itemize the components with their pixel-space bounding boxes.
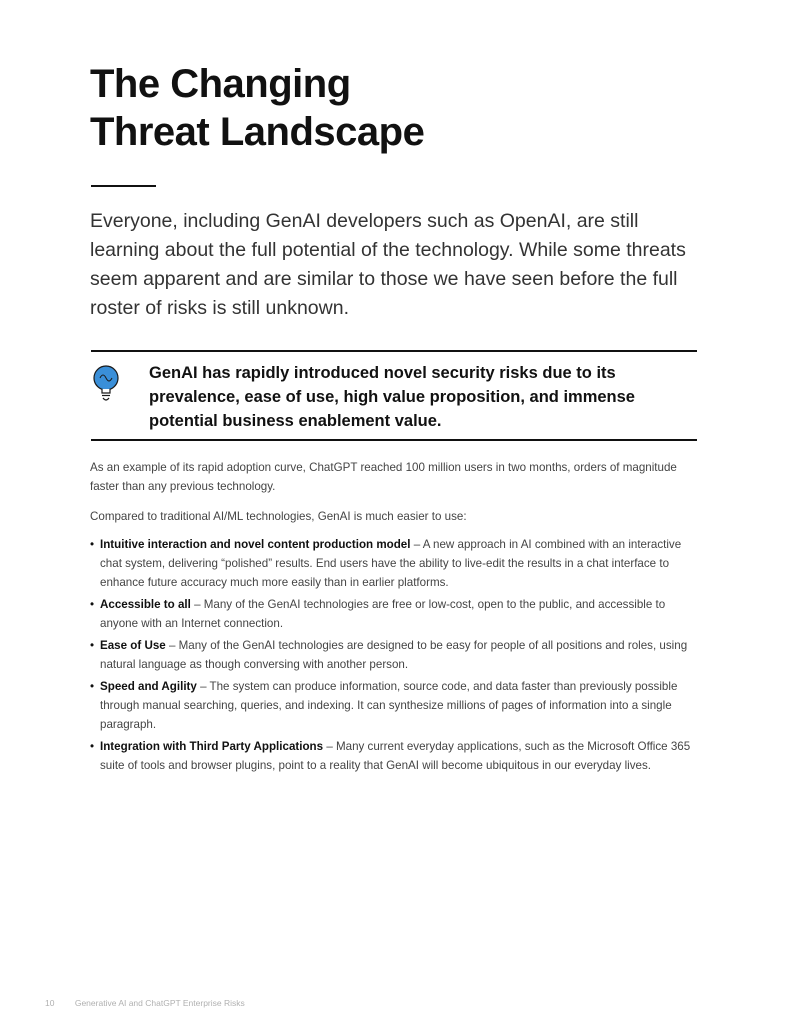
- list-item-text: – Many of the GenAI technologies are free or low-cost, open to the public, and accessible to anyone with an Internet connection.: [100, 598, 666, 630]
- footer-doc-title: Generative AI and ChatGPT Enterprise Risks: [74, 998, 245, 1008]
- bullet-icon: •: [90, 538, 95, 551]
- benefits-list: [90, 535, 702, 778]
- lead-paragraph: Everyone, including GenAI developers such as OpenAI, are still learning about the full potential of the technology. While some threats seem apparent and are similar to those we have seen before the full roster of risks is still unknown.: [90, 210, 686, 319]
- list-item-term: Intuitive interaction and novel content production model: [100, 538, 411, 551]
- list-item: [90, 636, 702, 674]
- page-title: [90, 60, 710, 156]
- list-item: [90, 595, 702, 633]
- list-item-text: – Many current everyday applications, such as the Microsoft Office 365 suite of tools and browser plugins, point to a reality that GenAI will become ubiquitous in our everyday lives.: [100, 740, 691, 772]
- list-item-term: Ease of Use: [100, 639, 166, 652]
- bullet-icon: •: [90, 639, 95, 652]
- list-item-term: Accessible to all: [100, 598, 191, 611]
- list-item-text: – Many of the GenAI technologies are designed to be easy for people of all positions and roles, using natural language as though conversing with another person.: [100, 639, 688, 671]
- page-footer: [45, 998, 245, 1008]
- title-underline: [91, 185, 156, 187]
- list-item: [90, 535, 702, 592]
- list-item-text: – The system can produce information, source code, and data faster than previously possible through manual searching, queries, and indexing. It can synthesize millions of pages of information into a single paragraph.: [100, 680, 678, 731]
- list-item-term: Integration with Third Party Applications: [100, 740, 324, 753]
- body-paragraph: As an example of its rapid adoption curve, ChatGPT reached 100 million users in two months, orders of magnitude faster than any previous technology.: [90, 461, 677, 493]
- lightbulb-icon: [91, 362, 125, 408]
- body-paragraph: Compared to traditional AI/ML technologies, GenAI is much easier to use:: [90, 510, 467, 523]
- callout-box: [91, 350, 697, 441]
- page-number: 10: [45, 998, 55, 1008]
- page-title-line-1: The Changing: [90, 62, 351, 106]
- bullet-icon: •: [90, 740, 95, 753]
- page-title-line-2: Threat Landscape: [90, 110, 425, 154]
- callout-text: GenAI has rapidly introduced novel security risks due to its prevalence, ease of use, high value proposition, and immense potential business enablement value.: [149, 364, 635, 430]
- list-item: [90, 677, 702, 734]
- list-item-text: – A new approach in AI combined with an interactive chat system, delivering “polished” results. End users have the ability to live-edit the results in a chat interface to enhance future accuracy much more easily than in earlier platforms.: [100, 538, 682, 589]
- list-item: [90, 737, 702, 775]
- list-item-term: Speed and Agility: [100, 680, 197, 693]
- bullet-icon: •: [90, 680, 95, 693]
- bullet-icon: •: [90, 598, 95, 611]
